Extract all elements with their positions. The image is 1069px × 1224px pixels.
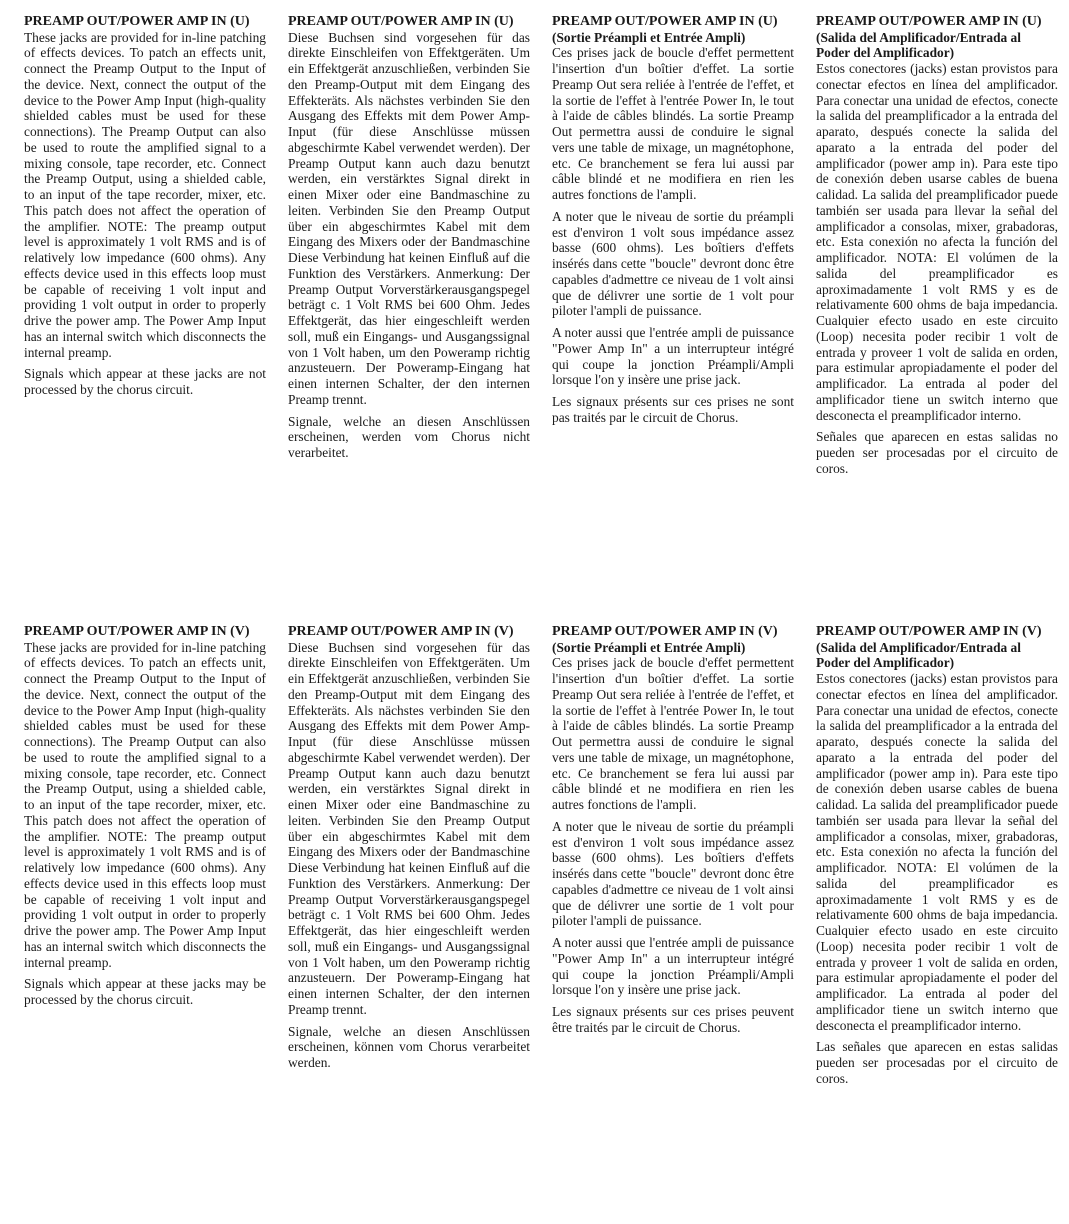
paragraph: Signals which appear at these jacks may be processed by the chorus circuit. — [24, 976, 266, 1007]
paragraph: A noter aussi que l'entrée ampli de puissance "Power Amp In" a un interrupteur intégré qui coupe la jonction Préampli/Ampli lorsque l'on y insère une prise jack. — [552, 325, 794, 388]
paragraph: A noter aussi que l'entrée ampli de puissance "Power Amp In" a un interrupteur intégré qui coupe la jonction Préampli/Ampli lorsque l'on y insère une prise jack. — [552, 935, 794, 998]
heading-french-v: PREAMP OUT/POWER AMP IN (V) — [552, 624, 778, 639]
column-english-v — [24, 624, 266, 1014]
paragraph: These jacks are provided for in-line patching of effects devices. To patch an effects unit, connect the Preamp Output to the Input of the device. Next, connect the output of the device to the Power Amp Input (high-quality shielded cables must be used for these connections). The Preamp Output can also be used to route the amplified signal to a mixing console, tape recorder, etc. Connect the Preamp Output, using a shielded cable, to an input of the tape recorder, mixer, etc. This patch does not affect the operation of the amplifier. NOTE: The preamp output level is approximately 1 volt RMS and is of relatively low impedance (600 ohms). Any effects device used in this effects loop must be capable of receiving 1 volt input and providing 1 volt output in order to properly drive the power amp. The Power Amp Input has an internal switch which disconnects the internal preamp. — [24, 639, 266, 970]
paragraph: Signals which appear at these jacks are not processed by the chorus circuit. — [24, 366, 266, 397]
paragraph: Diese Buchsen sind vorgesehen für das direkte Einschleifen von Effektgeräten. Um ein Effektgerät anzuschließen, verbinden Sie den Preamp-Output mit dem Eingang des Effekteräts. Als nächstes verbinden Sie den Ausgang des Effekts mit dem Power Amp-Input (für diese Anschlüsse müssen abgeschirmte Kabel verwendet werden). Der Preamp Output kann auch dazu benutzt werden, ein verstärktes Signal direkt in einen Mixer oder eine Bandmaschine zu leiten. Verbinden Sie den Preamp Output über ein abgeschirmtes Kabel mit dem Eingang des Mixers oder der Bandmaschine Diese Verbindung hat keinen Einfluß auf die Funktion des Verstärkers. Anmerkung: Der Preamp Output Vorverstärkerausgangspegel beträgt c. 1 Volt RMS bei 600 Ohm. Jedes Effektgerät, das hier eingeschleift werden soll, muß ein Eingangs- und Ausgangssignal von 1 Volt haben, um den Poweramp richtig anzusteuern. Der Poweramp-Eingang hat einen internen Schalter, der den internen Preamp trennt. — [288, 29, 530, 407]
paragraph: A noter que le niveau de sortie du préampli est d'environ 1 volt sous impédance assez basse (600 ohms). Les boîtiers d'effets insérés dans cette "boucle" devront donc être capables d'admettre ce niveau de 1 volt ainsi que de délivrer une sortie de 1 volt pour piloter l'ampli de puissance. — [552, 208, 794, 319]
paragraph: Estos conectores (jacks) estan provistos para conectar efectos en línea del amplificador. Para conectar una unidad de efectos, conecte la salida del preamplificador a la entrada del aparato, después conecte la salida del aparato a la entrada del poder del amplificador (power amp in). Para este tipo de conexión deben usarse cables de buena calidad. La salida del preamplificador puede también ser usada para llevar la señal del amplificador a consolas, mixer, grabadoras, etc. Esta conexión no afecta la función del amplificador. NOTA: El volúmen de la salida del preamplificador es aproximadamente 1 volt RMS y es de relativamente 600 ohms de baja impedancia. Cualquier efecto usado en este circuito (Loop) necesita poder recibir 1 volt de entrada y proveer 1 volt de salida en orden, para estimular apropiadamente el poder del amplificador. La entrada al poder del amplificador tiene un switch interno que desconecta el preamplificador interno. — [816, 61, 1058, 423]
heading-spanish-u: PREAMP OUT/POWER AMP IN (U) — [816, 14, 1042, 29]
column-spanish-v — [816, 624, 1058, 1093]
paragraph: Signale, welche an diesen Anschlüssen erscheinen, werden vom Chorus nicht verarbeitet. — [288, 413, 530, 460]
subheading-spanish-u: (Salida del Amplificador/Entrada al Poder del Amplificador) — [816, 29, 1021, 61]
subheading-french-v: (Sortie Préampli et Entrée Ampli) — [552, 639, 746, 655]
paragraph: Señales que aparecen en estas salidas no pueden ser procesadas por el circuito de coros. — [816, 429, 1058, 476]
heading-german-u: PREAMP OUT/POWER AMP IN (U) — [288, 14, 514, 29]
column-german-u — [288, 14, 530, 467]
paragraph: Las señales que aparecen en estas salidas pueden ser procesadas por el circuito de coros. — [816, 1039, 1058, 1086]
subheading-french-u: (Sortie Préampli et Entrée Ampli) — [552, 29, 746, 45]
paragraph: Signale, welche an diesen Anschlüssen erscheinen, können vom Chorus verarbeitet werden. — [288, 1023, 530, 1070]
column-english-u — [24, 14, 266, 404]
heading-english-v: PREAMP OUT/POWER AMP IN (V) — [24, 624, 250, 639]
paragraph: Ces prises jack de boucle d'effet permettent l'insertion d'un boîtier d'effet. La sortie Preamp Out sera reliée à l'entrée de l'effet, et la sortie de l'effet à l'entrée Power In, le tout à l'aide de câbles blindés. La sortie Preamp Out permettra aussi de conduire le signal vers une table de mixage, un magnétophone, etc. Ce branchement se fera lui aussi par câble blindé et ne modifiera en rien les autres fonctions de l'ampli. — [552, 45, 794, 202]
column-german-v — [288, 624, 530, 1077]
paragraph: Estos conectores (jacks) estan provistos para conectar efectos en línea del amplificador. Para conectar una unidad de efectos, conecte la salida del preamplificador a la entrada del aparato, después conecte la salida del aparato a la entrada del poder del amplificador (power amp in). Para este tipo de conexión deben usarse cables de buena calidad. La salida del preamplificador puede también ser usada para llevar la señal del amplificador a consolas, mixer, grabadoras, etc. Esta conexión no afecta la función del amplificador. NOTA: El volúmen de la salida del preamplificador es aproximadamente 1 volt RMS y es de relativamente 600 ohms de baja impedancia. Cualquier efecto usado en este circuito (Loop) necesita poder recibir 1 volt de entrada y proveer 1 volt de salida en orden, para estimular apropiadamente el poder del amplificador. La entrada al poder del amplificador tiene un switch interno que desconecta el preamplificador interno. — [816, 671, 1058, 1033]
paragraph: These jacks are provided for in-line patching of effects devices. To patch an effects unit, connect the Preamp Output to the Input of the device. Next, connect the output of the device to the Power Amp Input (high-quality shielded cables must be used for these connections). The Preamp Output can also be used to route the amplified signal to a mixing console, tape recorder, etc. Connect the Preamp Output, using a shielded cable, to an input of the tape recorder, mixer, etc. This patch does not affect the operation of the amplifier. NOTE: The preamp output level is approximately 1 volt RMS and is of relatively low impedance (600 ohms). Any effects device used in this effects loop must be capable of receiving 1 volt input and providing 1 volt output in order to properly drive the power amp. The Power Amp Input has an internal switch which disconnects the internal preamp. — [24, 29, 266, 360]
paragraph: A noter que le niveau de sortie du préampli est d'environ 1 volt sous impédance assez basse (600 ohms). Les boîtiers d'effets insérés dans cette "boucle" devront donc être capables d'admettre ce niveau de 1 volt ainsi que de délivrer une sortie de 1 volt pour piloter l'ampli de puissance. — [552, 818, 794, 929]
heading-german-v: PREAMP OUT/POWER AMP IN (V) — [288, 624, 514, 639]
column-spanish-u — [816, 14, 1058, 483]
heading-spanish-v: PREAMP OUT/POWER AMP IN (V) — [816, 624, 1042, 639]
column-french-u — [552, 14, 794, 432]
heading-french-u: PREAMP OUT/POWER AMP IN (U) — [552, 14, 778, 29]
paragraph: Les signaux présents sur ces prises peuvent être traités par le circuit de Chorus. — [552, 1004, 794, 1035]
section-u — [0, 14, 1069, 614]
paragraph: Diese Buchsen sind vorgesehen für das direkte Einschleifen von Effektgeräten. Um ein Effektgerät anzuschließen, verbinden Sie den Preamp-Output mit dem Eingang des Effekteräts. Als nächstes verbinden Sie den Ausgang des Effekts mit dem Power Amp-Input (für diese Anschlüsse müssen abgeschirmte Kabel verwendet werden). Der Preamp Output kann auch dazu benutzt werden, ein verstärktes Signal direkt in einen Mixer oder eine Bandmaschine zu leiten. Verbinden Sie den Preamp Output über ein abgeschirmtes Kabel mit dem Eingang des Mixers oder der Bandmaschine Diese Verbindung hat keinen Einfluß auf die Funktion des Verstärkers. Anmerkung: Der Preamp Output Vorverstärkerausgangspegel beträgt c. 1 Volt RMS bei 600 Ohm. Jedes Effektgerät, das hier eingeschleift werden soll, muß ein Eingangs- und Ausgangssignal von 1 Volt haben, um den Poweramp richtig anzusteuern. Der Poweramp-Eingang hat einen internen Schalter, der den internen Preamp trennt. — [288, 639, 530, 1017]
paragraph: Ces prises jack de boucle d'effet permettent l'insertion d'un boîtier d'effet. La sortie Preamp Out sera reliée à l'entrée de l'effet, et la sortie de l'effet à l'entrée Power In, le tout à l'aide de câbles blindés. La sortie Preamp Out permettra aussi de conduire le signal vers une table de mixage, un magnétophone, etc. Ce branchement se fera lui aussi par câble blindé et ne modifiera en rien les autres fonctions de l'ampli. — [552, 655, 794, 812]
subheading-spanish-v: (Salida del Amplificador/Entrada al Poder del Amplificador) — [816, 639, 1021, 671]
paragraph: Les signaux présents sur ces prises ne sont pas traités par le circuit de Chorus. — [552, 394, 794, 425]
column-french-v — [552, 624, 794, 1042]
section-v — [0, 624, 1069, 1224]
heading-english-u: PREAMP OUT/POWER AMP IN (U) — [24, 14, 250, 29]
